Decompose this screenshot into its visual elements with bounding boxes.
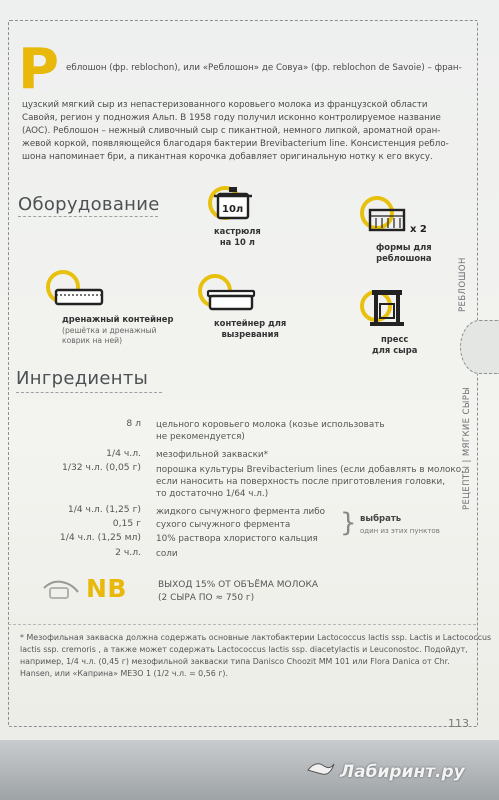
side-tab <box>460 320 499 374</box>
scale-icon <box>40 574 82 604</box>
equipment-label: контейнер для вызревания <box>214 318 287 339</box>
ingredient-text: соли <box>156 549 178 559</box>
ingredient-qty: 1/4 ч.л. (1,25 мл) <box>59 532 141 543</box>
ingredient-qty: 1/32 ч.л. (0,05 г) <box>62 462 141 473</box>
heading-divider <box>18 216 158 217</box>
footnote-line: lactis ssp. cremoris , а также может содержать Lactococcus lactis ssp. diacetylactis и Leuconostoc. Подойдут, <box>20 645 468 654</box>
footnote-divider <box>8 624 476 625</box>
footnote-line: Hansen, или «Каприна» МЕЗО 1 (1/2 ч.л. = 0,56 г). <box>20 669 228 678</box>
nb-text: ВЫХОД 15% ОТ ОБЪЁМА МОЛОКА <box>158 580 319 590</box>
ingredients-heading: Ингредиенты <box>16 368 149 389</box>
choice-note: один из этих пунктов <box>360 527 440 535</box>
ingredient-text: цельного коровьего молока (козье использовать <box>156 420 385 430</box>
ingredient-qty: 1/4 ч.л. <box>106 448 141 459</box>
intro-line: шона напоминает бри, а пикантная корочка добавляет оригинальную нотку к его вкусу. <box>22 152 433 162</box>
nb-label: NB <box>86 574 127 603</box>
reblochon-mold-icon <box>368 208 408 234</box>
intro-line: цузский мягкий сыр из непастеризованного коровьего молока из французской области <box>22 100 428 110</box>
intro-line: еблошон (фр. reblochon), или «Реблошон» де Совуа» (фр. reblochon de Savoie) – фран- <box>66 63 462 73</box>
intro-line: (AOC). Реблошон – нежный сливочный сыр с пикантной, немного липкой, ароматной оран- <box>22 126 441 136</box>
pot-icon <box>212 184 258 224</box>
ingredient-text: 10% раствора хлористого кальция <box>156 534 318 544</box>
drain-container-icon <box>54 286 106 308</box>
side-label-recipe: РЕБЛОШОН <box>458 257 468 312</box>
mold-badge: х 2 <box>410 224 427 235</box>
intro-line: Савойя, регион у подножия Альп. В 1958 году получил исконно контролируемое название <box>22 113 441 123</box>
footnote-line: * Мезофильная закваска должна содержать основные лактобактерии Lactococcus lactis ssp. Lactis и Lactococcus <box>20 633 492 642</box>
equipment-note: (решётка и дренажный коврик на ней) <box>62 326 157 345</box>
ingredient-qty: 1/4 ч.л. (1,25 г) <box>67 504 141 515</box>
side-label-section: РЕЦЕПТЫ | МЯГКИЕ СЫРЫ <box>462 386 472 510</box>
pot-badge: 10л <box>222 204 244 215</box>
equipment-label: дренажный контейнер <box>62 314 174 324</box>
ingredient-text: не рекомендуется) <box>156 432 245 442</box>
ingredient-qty: 0,15 г <box>112 518 141 529</box>
ingredient-text: сухого сычужного фермента <box>156 520 291 530</box>
cheese-press-icon <box>366 286 410 330</box>
ingredient-text: жидкого сычужного фермента либо <box>156 507 326 517</box>
heading-divider <box>16 392 162 393</box>
footnote-line: например, 1/4 ч.л. (0,45 г) мезофильной закваски типа Danisco Choozit MM 101 или Flora Danica от Chr. <box>20 657 450 666</box>
nb-text: (2 СЫРА ПО ≈ 750 г) <box>158 593 255 603</box>
drop-cap: Р <box>18 37 60 102</box>
watermark: Лабиринт.ру <box>340 762 465 782</box>
ingredient-text: мезофильной закваски* <box>156 450 269 460</box>
equipment-label: пресс для сыра <box>372 334 418 355</box>
intro-line: жевой коркой, появляющейся благодаря бактерии Brevibacterium line. Консистенция ребло- <box>22 139 449 149</box>
page-number: 113 <box>448 717 469 730</box>
ingredient-text: если наносить на поверхность после приготовления головки, <box>156 477 446 487</box>
ingredient-qty: 2 ч.л. <box>115 547 141 558</box>
equipment-heading: Оборудование <box>18 194 160 215</box>
ripening-container-icon <box>206 288 258 312</box>
ingredient-qty: 8 л <box>126 418 141 429</box>
ingredient-text: то достаточно 1/64 ч.л.) <box>156 489 269 499</box>
equipment-label: кастрюля на 10 л <box>214 226 261 247</box>
equipment-label: формы для реблошона <box>376 242 432 263</box>
labirint-logo-icon <box>306 758 336 782</box>
ingredient-text: порошка культуры Brevibacterium lines (если добавлять в молоко, <box>156 465 464 475</box>
choice-label: выбрать <box>360 514 402 524</box>
choice-brace: } <box>340 508 357 538</box>
